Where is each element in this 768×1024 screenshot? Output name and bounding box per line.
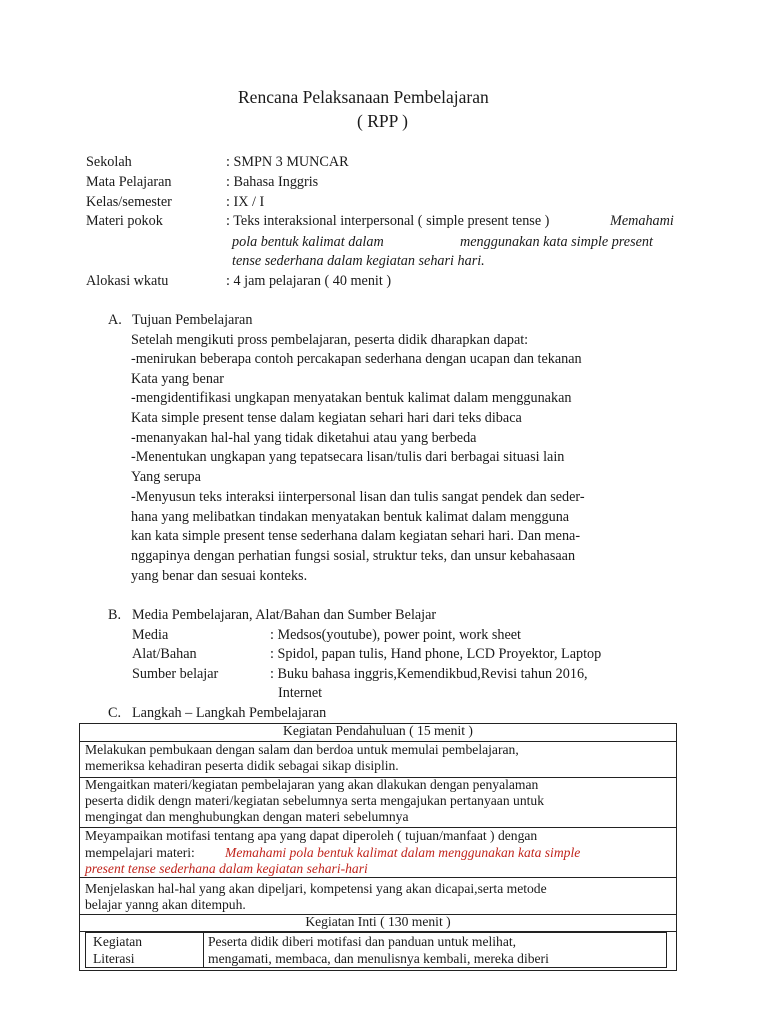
info-materi-value-2a: pola bentuk kalimat dalam <box>232 234 384 250</box>
info-mapel-value: : Bahasa Inggris <box>226 174 319 190</box>
inti-left-label: Literasi <box>93 951 135 966</box>
section-a-line: -Menyusun teks interaksi iinterpersonal lisan dan tulis sangat pendek dan seder- <box>131 489 585 505</box>
table-row-text-highlight: Memahami pola bentuk kalimat dalam menggunakan kata simple <box>225 845 581 860</box>
table-row-text: Melakukan pembukaan dengan salam dan berdoa untuk memulai pembelajaran, <box>85 742 519 757</box>
table-row-text: Mengaitkan materi/kegiatan pembelajaran yang akan dlakukan dengan penyalaman <box>85 777 539 792</box>
section-c-heading: Langkah – Langkah Pembelajaran <box>132 705 327 721</box>
info-alokasi-value: : 4 jam pelajaran ( 40 menit ) <box>226 273 392 289</box>
table-row-text: memeriksa kehadiran peserta didik sebagai sikap disiplin. <box>85 758 399 773</box>
alat-value: : Spidol, papan tulis, Hand phone, LCD Proyektor, Laptop <box>270 646 602 662</box>
info-alokasi-label: Alokasi wkatu <box>86 273 169 289</box>
inti-right-text: mengamati, membaca, dan menulisnya kembali, mereka diberi <box>208 951 549 966</box>
sumber-label: Sumber belajar <box>132 666 219 682</box>
alat-label: Alat/Bahan <box>132 646 197 662</box>
section-a-line: Setelah mengikuti pross pembelajaran, peserta didik dharapkan dapat: <box>131 332 529 348</box>
section-a-line: Kata yang benar <box>131 371 224 387</box>
info-materi-label: Materi pokok <box>86 213 163 229</box>
section-a-line: -Menentukan ungkapan yang tepatsecara lisan/tulis dari berbagai situasi lain <box>131 449 565 465</box>
section-a-line: -mengidentifikasi ungkapan menyatakan bentuk kalimat dalam menggunakan <box>131 390 572 406</box>
section-a-marker: A. <box>108 312 122 328</box>
section-a-heading: Tujuan Pembelajaran <box>132 312 253 328</box>
section-b-heading: Media Pembelajaran, Alat/Bahan dan Sumber Belajar <box>132 607 437 623</box>
section-a-line: Kata simple present tense dalam kegiatan sehari hari dari teks dibaca <box>131 410 522 426</box>
inti-right-text: Peserta didik diberi motifasi dan panduan untuk melihat, <box>208 934 517 949</box>
info-sekolah-label: Sekolah <box>86 154 132 170</box>
table-row-text-highlight: present tense sederhana dalam kegiatan sehari-hari <box>85 861 368 876</box>
table-row-text: Menjelaskan hal-hal yang akan dipeljari, kompetensi yang akan dicapai,serta metode <box>85 881 547 896</box>
media-value: : Medsos(youtube), power point, work sheet <box>270 627 521 643</box>
table-row-text: belajar yanng akan ditempuh. <box>85 897 246 912</box>
section-a-line: -menanyakan hal-hal yang tidak diketahui atau yang berbeda <box>131 430 477 446</box>
info-materi-value-1a: : Teks interaksional interpersonal ( simple present tense ) <box>226 213 550 229</box>
table-header-inti: Kegiatan Inti ( 130 menit ) <box>305 914 451 929</box>
info-mapel-label: Mata Pelajaran <box>86 174 172 190</box>
inner-table-divider <box>203 933 204 967</box>
section-c-marker: C. <box>108 705 122 721</box>
sumber-value: : Buku bahasa inggris,Kemendikbud,Revisi tahun 2016, <box>270 666 588 682</box>
document-subtitle: ( RPP ) <box>357 111 408 131</box>
table-row-text: peserta didik dengn materi/kegiatan sebelumnya serta mengajukan pertanyaan untuk <box>85 793 545 808</box>
section-a-line: -menirukan beberapa contoh percakapan sederhana dengan ucapan dan tekanan <box>131 351 582 367</box>
info-kelas-label: Kelas/semester <box>86 194 172 210</box>
media-label: Media <box>132 627 169 643</box>
section-a-line: Yang serupa <box>131 469 201 485</box>
table-row-text: mempelajari materi: <box>85 845 195 860</box>
info-materi-value-3: tense sederhana dalam kegiatan sehari hari. <box>232 253 485 269</box>
info-materi-value-1b: Memahami <box>610 213 674 229</box>
section-a-line: kan kata simple present tense sederhana dalam kegiatan sehari hari. Dan mena- <box>131 528 581 544</box>
info-materi-value-2b: menggunakan kata simple present <box>460 234 653 250</box>
info-kelas-value: : IX / I <box>226 194 265 210</box>
sumber-value-2: Internet <box>278 685 323 701</box>
table-row-text: mengingat dan menghubungkan dengan materi sebelumnya <box>85 809 409 824</box>
table-row-text: Meyampaikan motifasi tentang apa yang dapat diperoleh ( tujuan/manfaat ) dengan <box>85 828 538 843</box>
table-header-pendahuluan: Kegiatan Pendahuluan ( 15 menit ) <box>283 723 473 738</box>
section-a-line: nggapinya dengan perhatian fungsi sosial, struktur teks, dan unsur kebahasaan <box>131 548 576 564</box>
section-b-marker: B. <box>108 607 122 623</box>
section-a-line: hana yang melibatkan tindakan menyatakan bentuk kalimat dalam mengguna <box>131 509 570 525</box>
section-a-line: yang benar dan sesuai konteks. <box>131 568 308 584</box>
info-sekolah-value: : SMPN 3 MUNCAR <box>226 154 349 170</box>
inti-left-label: Kegiatan <box>93 934 143 949</box>
document-title: Rencana Pelaksanaan Pembelajaran <box>238 87 489 107</box>
